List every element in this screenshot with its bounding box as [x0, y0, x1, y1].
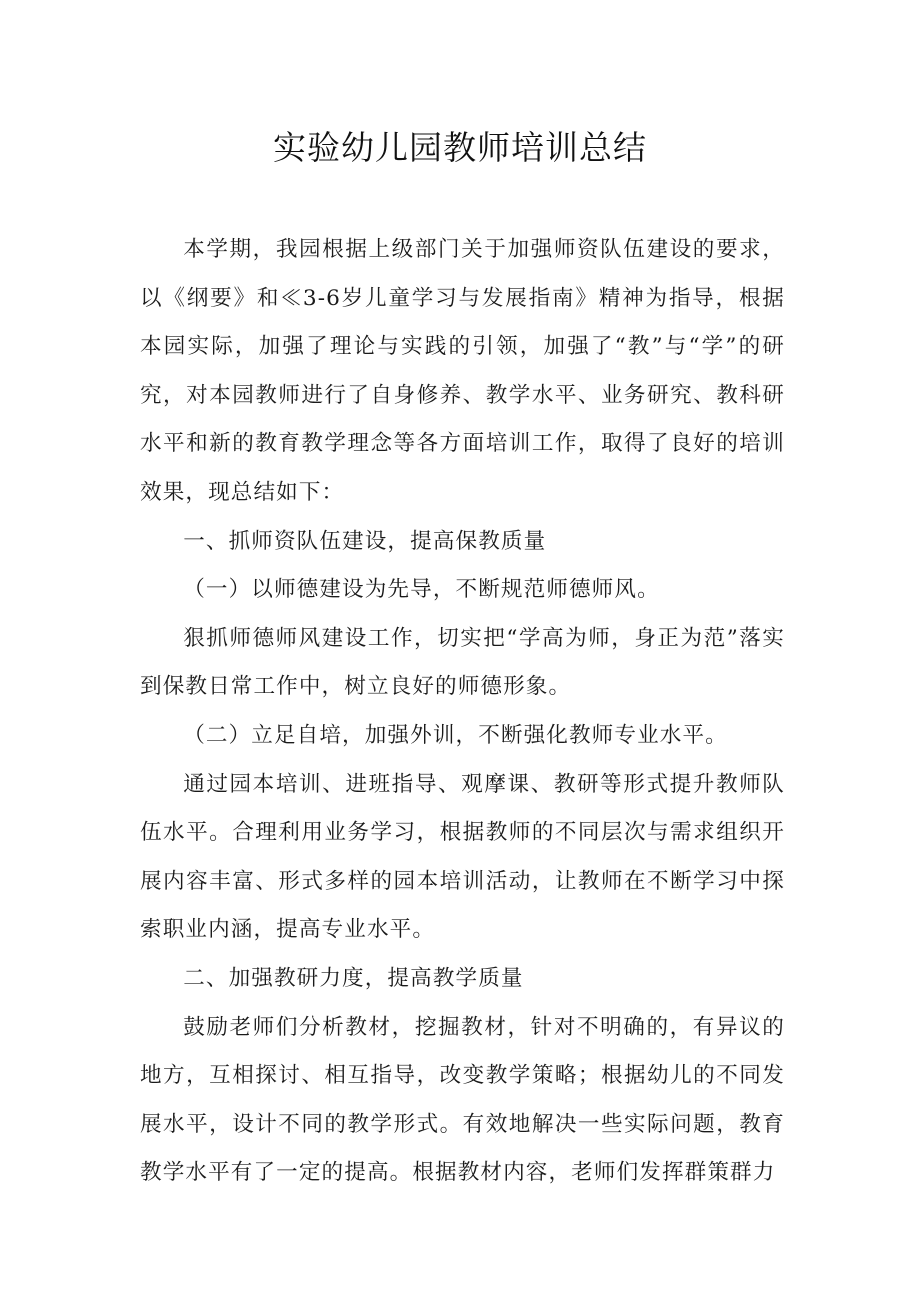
subsection-heading-1-2: （二）立足自培，加强外训，不断强化教师专业水平。	[183, 722, 728, 748]
document-title: 实验幼儿园教师培训总结	[273, 128, 647, 167]
subsection-heading-1-1: （一）以师德建设为先导，不断规范师德师风。	[183, 577, 660, 603]
section-heading-1: 一、抓师资队伍建设，提高保教质量	[183, 528, 547, 554]
paragraph-research: 鼓励老师们分析教材，挖掘教材，针对不明确的，有异议的地方，互相探讨、相互指导，改变教学策略；根据幼儿的不同发展水平，设计不同的教学形式。有效地解决一些实际问题，教育教学水平有了一定的提高。根据教材内容，老师们发挥群策群力	[140, 1014, 785, 1186]
paragraph-intro: 本学期，我园根据上级部门关于加强师资队伍建设的要求，以《纲要》和≪3-6岁儿童学习与发展指南》精神为指导，根据本园实际，加强了理论与实践的引领，加强了“教”与“学”的研究，对本园教师进行了自身修养、教学水平、业务研究、教科研水平和新的教育教学理念等各方面培训工作，取得了良好的培训效果，现总结如下：	[140, 237, 785, 505]
paragraph-ethics: 狠抓师德师风建设工作，切实把“学高为师，身正为范”落实到保教日常工作中，树立良好的师德形象。	[140, 625, 785, 700]
section-heading-2: 二、加强教研力度，提高教学质量	[183, 965, 524, 991]
paragraph-training: 通过园本培训、进班指导、观摩课、教研等形式提升教师队伍水平。合理利用业务学习，根据教师的不同层次与需求组织开展内容丰富、形式多样的园本培训活动，让教师在不断学习中探索职业内涵，提高专业水平。	[140, 771, 785, 943]
document-body	[140, 226, 785, 1198]
